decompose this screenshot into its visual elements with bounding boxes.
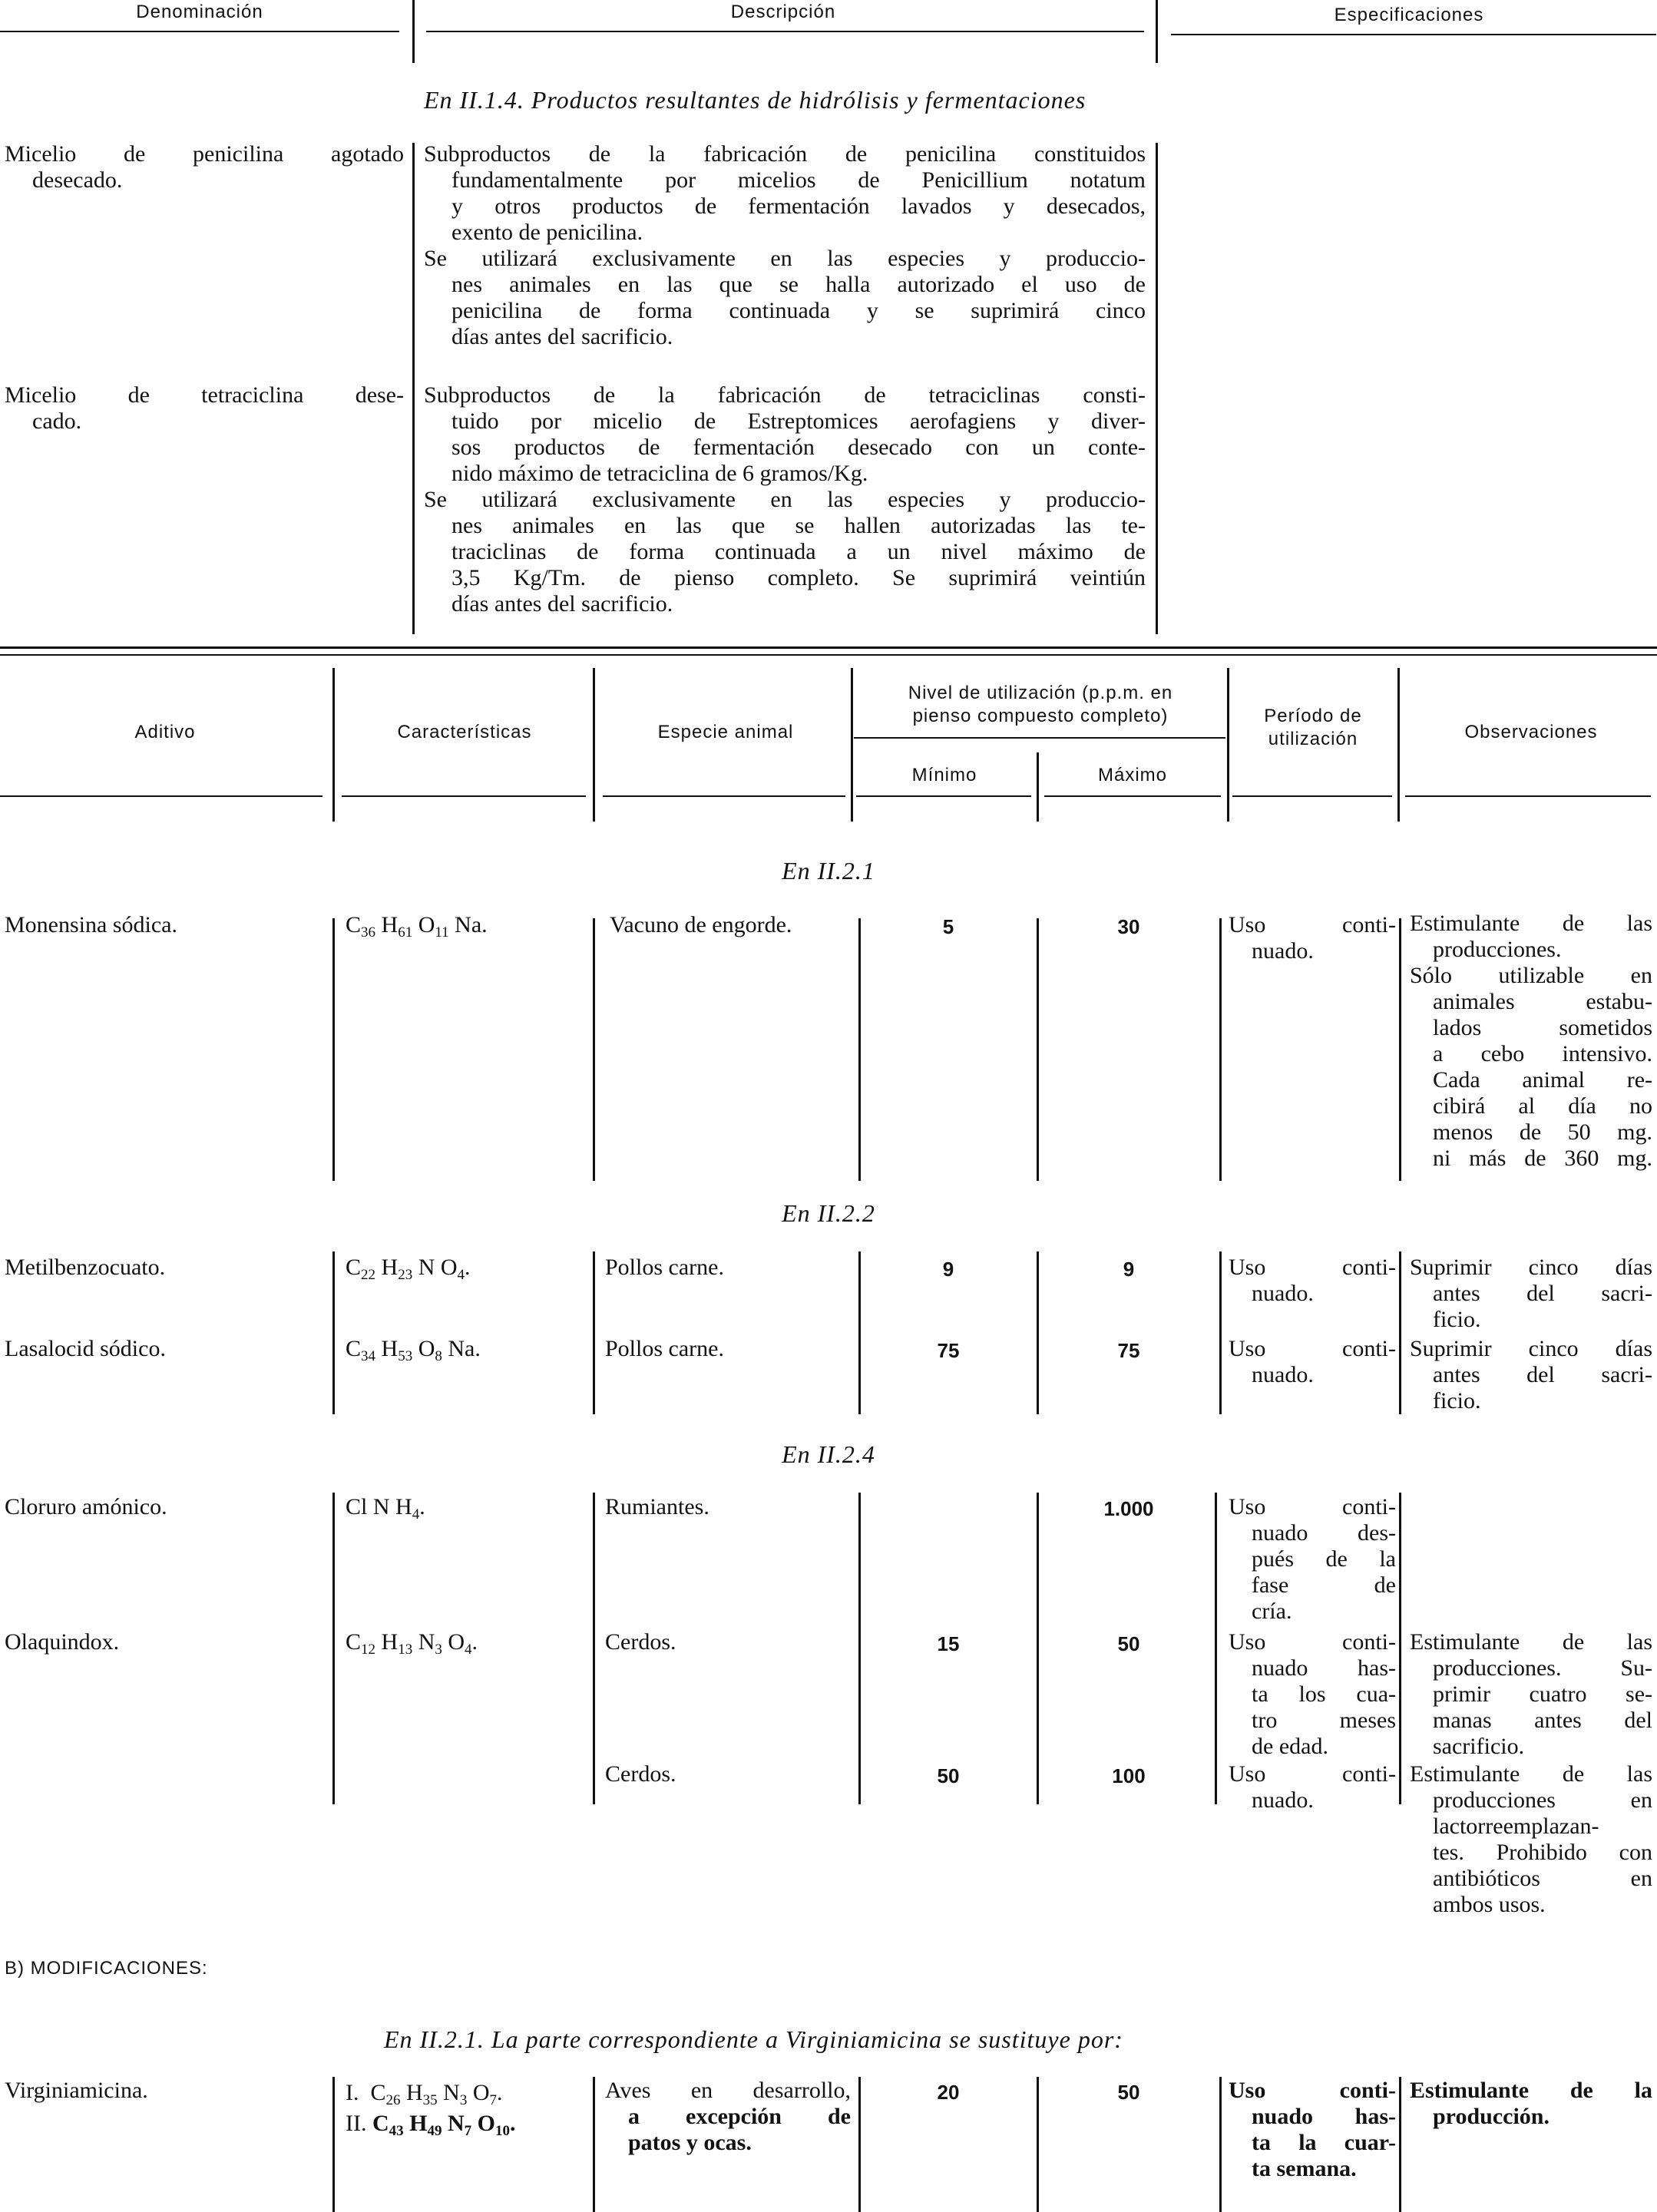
column-divider (1037, 918, 1039, 1181)
column-divider (332, 2077, 335, 2212)
header-rule (854, 737, 1225, 739)
especie-virginiamicina: Aves en desarrollo, a excepción de patos y ocas. (605, 2078, 851, 2155)
minimo-metilbenzocuato: 9 (942, 1258, 954, 1281)
formula-cloruro: Cl N $H_4$. (346, 1494, 425, 1523)
header-rule (1044, 795, 1221, 797)
maximo-lasalocid: 75 (1117, 1339, 1140, 1362)
section-double-rule (0, 654, 1657, 656)
especie-monensina: Vacuno de engorde. (610, 912, 792, 937)
observaciones-olaquindox-1: Estimulante de las producciones. Su- primir cuatro se- manas antes del sacrificio. (1410, 1629, 1652, 1759)
observaciones-virginiamicina: Estimulante de la producción. (1410, 2078, 1652, 2129)
aditivo-olaquindox: Olaquindox. (5, 1629, 120, 1655)
maximo-virginiamicina: 50 (1117, 2081, 1140, 2104)
header-maximo: Máximo (1097, 765, 1167, 785)
minimo-lasalocid: 75 (937, 1339, 960, 1362)
column-divider (1037, 2077, 1039, 2212)
column-divider (593, 668, 595, 822)
section-title-ii14: En II.1.4. Productos resultantes de hidrólisis y fermentaciones (424, 86, 1086, 114)
column-divider (332, 668, 335, 822)
column-divider (1037, 752, 1039, 822)
observaciones-monensina: Estimulante de las producciones. Sólo utilizable en animales estabu- lados sometidos a cebo intensivo. Cada animal re- cibirá al día no menos de 50 mg. ni más de 360 mg. (1410, 911, 1652, 1171)
column-divider (858, 918, 861, 1181)
section-title-ii24: En II.2.4 (782, 1440, 875, 1468)
periodo-monensina: Uso conti- nuado. (1229, 912, 1396, 964)
column-divider (858, 1251, 861, 1414)
header-rule (856, 795, 1031, 797)
especie-cloruro: Rumiantes. (605, 1494, 709, 1519)
header-rule (1171, 34, 1656, 35)
maximo-metilbenzocuato: 9 (1123, 1258, 1135, 1281)
column-divider (1227, 668, 1229, 822)
header-minimo: Mínimo (911, 765, 977, 785)
observaciones-metilbenzocuato: Suprimir cinco días antes del sacri- ficio. (1410, 1255, 1652, 1332)
column-divider (1219, 918, 1222, 1181)
column-divider (858, 1493, 861, 1804)
formula-virginiamicina (346, 2078, 516, 2139)
column-divider (593, 1493, 595, 1804)
header-rule (0, 795, 322, 797)
column-divider (1037, 1493, 1039, 1804)
header-rule (0, 31, 399, 32)
observaciones-lasalocid: Suprimir cinco días antes del sacri- ficio. (1410, 1336, 1652, 1413)
header-aditivo: Aditivo (134, 722, 196, 742)
maximo-monensina: 30 (1117, 915, 1140, 938)
column-divider (1399, 2077, 1401, 2212)
header-rule (603, 795, 845, 797)
descripcion-tetraciclina: Subproductos de la fabricación de tetraciclinas consti- tuido por micelio de Estreptomices aerofagiens y diver- sos productos de fermentación desecado con un conte- nido máximo de tetraciclina de 6 gramos/Kg. Se utilizará exclusivamente en las especies y produccio- nes animales en las que se hallen autorizadas las te- traciclinas de forma continuada a un nivel máximo de 3,5 Kg/Tm. de pienso completo. Se suprimirá veintiún días antes del sacrificio. (424, 382, 1146, 617)
column-divider (332, 918, 335, 1181)
header-observaciones: Observaciones (1464, 722, 1598, 742)
column-divider (1219, 2077, 1222, 2212)
column-divider (851, 668, 853, 822)
periodo-metilbenzocuato: Uso conti- nuado. (1229, 1255, 1396, 1306)
minimo-monensina: 5 (942, 915, 954, 938)
column-divider (593, 918, 595, 1181)
maximo-cloruro: 1.000 (1103, 1497, 1154, 1520)
column-divider (412, 143, 415, 634)
column-divider (858, 2077, 861, 2212)
column-divider (1156, 0, 1158, 63)
column-divider (1399, 1493, 1401, 1804)
formula-lasalocid: $C_{34}$ $H_{53}$ $O_8$ Na. (346, 1336, 481, 1364)
column-divider (1399, 1251, 1401, 1414)
aditivo-metilbenzocuato: Metilbenzocuato. (5, 1255, 166, 1280)
especie-olaquindox-1: Cerdos. (605, 1629, 676, 1655)
descripcion-penicilina: Subproductos de la fabricación de penicilina constituidos fundamentalmente por micelios de Penicillium notatum y otros productos de fermentación lavados y desecados, exento de penicilina. Se utilizará exclusivamente en las especies y produccio- nes animales en las que se halla autorizado el uso de penicilina de forma continuada y se suprimirá cinco días antes del sacrificio. (424, 141, 1146, 349)
formula-olaquindox: $C_{12}$ $H_{13}$ $N_3$ $O_4$. (346, 1629, 478, 1658)
header-periodo: Período de utilización (1264, 706, 1362, 749)
aditivo-virginiamicina: Virginiamicina. (5, 2078, 148, 2103)
column-divider (593, 2077, 595, 2212)
denominacion-penicilina: Micelio de penicilina agotado desecado. (5, 141, 404, 193)
aditivo-monensina: Monensina sódica. (5, 912, 177, 937)
observaciones-olaquindox-2: Estimulante de las producciones en lactorreemplazan- tes. Prohibido con antibióticos en ambos usos. (1410, 1761, 1652, 1917)
especie-metilbenzocuato: Pollos carne. (605, 1255, 724, 1280)
periodo-olaquindox-1: Uso conti- nuado has- ta los cua- tro meses de edad. (1229, 1629, 1396, 1759)
formula-monensina: $C_{36}$ $H_{61}$ $O_{11}$ Na. (346, 912, 488, 941)
periodo-lasalocid: Uso conti- nuado. (1229, 1336, 1396, 1387)
column-divider (412, 0, 415, 63)
maximo-olaquindox-2: 100 (1112, 1764, 1146, 1787)
periodo-olaquindox-2: Uso conti- nuado. (1229, 1761, 1396, 1813)
section-double-rule (0, 646, 1657, 649)
minimo-olaquindox-2: 50 (937, 1764, 960, 1787)
column-divider (593, 1251, 595, 1414)
formula-metilbenzocuato: $C_{22}$ $H_{23}$ N $O_4$. (346, 1255, 471, 1283)
especie-olaquindox-2: Cerdos. (605, 1761, 676, 1787)
periodo-cloruro: Uso conti- nuado des- pués de la fase de cría. (1229, 1494, 1396, 1624)
section-title-ii22: En II.2.2 (782, 1199, 875, 1227)
formula-line: II. $C_{43}$ $H_{49}$ $N_7$ $O_{10}$. (346, 2111, 516, 2139)
header-rule (1405, 795, 1651, 797)
minimo-olaquindox-1: 15 (937, 1632, 960, 1655)
header-descripcion: Descripción (730, 2, 836, 22)
column-divider (1156, 143, 1158, 634)
periodo-virginiamicina: Uso conti- nuado has- ta la cuar- ta semana. (1229, 2078, 1396, 2181)
denominacion-tetraciclina: Micelio de tetraciclina dese- cado. (5, 382, 404, 434)
header-rule (1232, 795, 1392, 797)
column-divider (1219, 1251, 1222, 1414)
modificaciones-label: B) MODIFICACIONES: (5, 1958, 208, 1979)
formula-line: I. $C_{26}$ $H_{35}$ $N_3$ $O_7$. (346, 2080, 503, 2108)
especie-lasalocid: Pollos carne. (605, 1336, 724, 1361)
column-divider (332, 1251, 335, 1414)
column-divider (332, 1493, 335, 1804)
aditivo-lasalocid: Lasalocid sódico. (5, 1336, 166, 1361)
header-especificaciones: Especificaciones (1334, 5, 1484, 25)
column-divider (1397, 668, 1400, 822)
section-title-ii21: En II.2.1 (782, 857, 875, 884)
column-divider (1399, 918, 1401, 1181)
header-rule (426, 31, 1144, 32)
maximo-olaquindox-1: 50 (1117, 1632, 1140, 1655)
column-divider (1037, 1251, 1039, 1414)
minimo-virginiamicina: 20 (937, 2081, 960, 2104)
header-denominacion: Denominación (136, 2, 263, 22)
aditivo-cloruro: Cloruro amónico. (5, 1494, 167, 1519)
header-rule (342, 795, 586, 797)
header-nivel: Nivel de utilización (p.p.m. en pienso compuesto completo) (908, 683, 1173, 726)
header-caracteristicas: Características (397, 722, 532, 742)
header-especie: Especie animal (657, 722, 794, 742)
section-title-modificacion: En II.2.1. La parte correspondiente a Virginiamicina se sustituye por: (384, 2025, 1123, 2053)
